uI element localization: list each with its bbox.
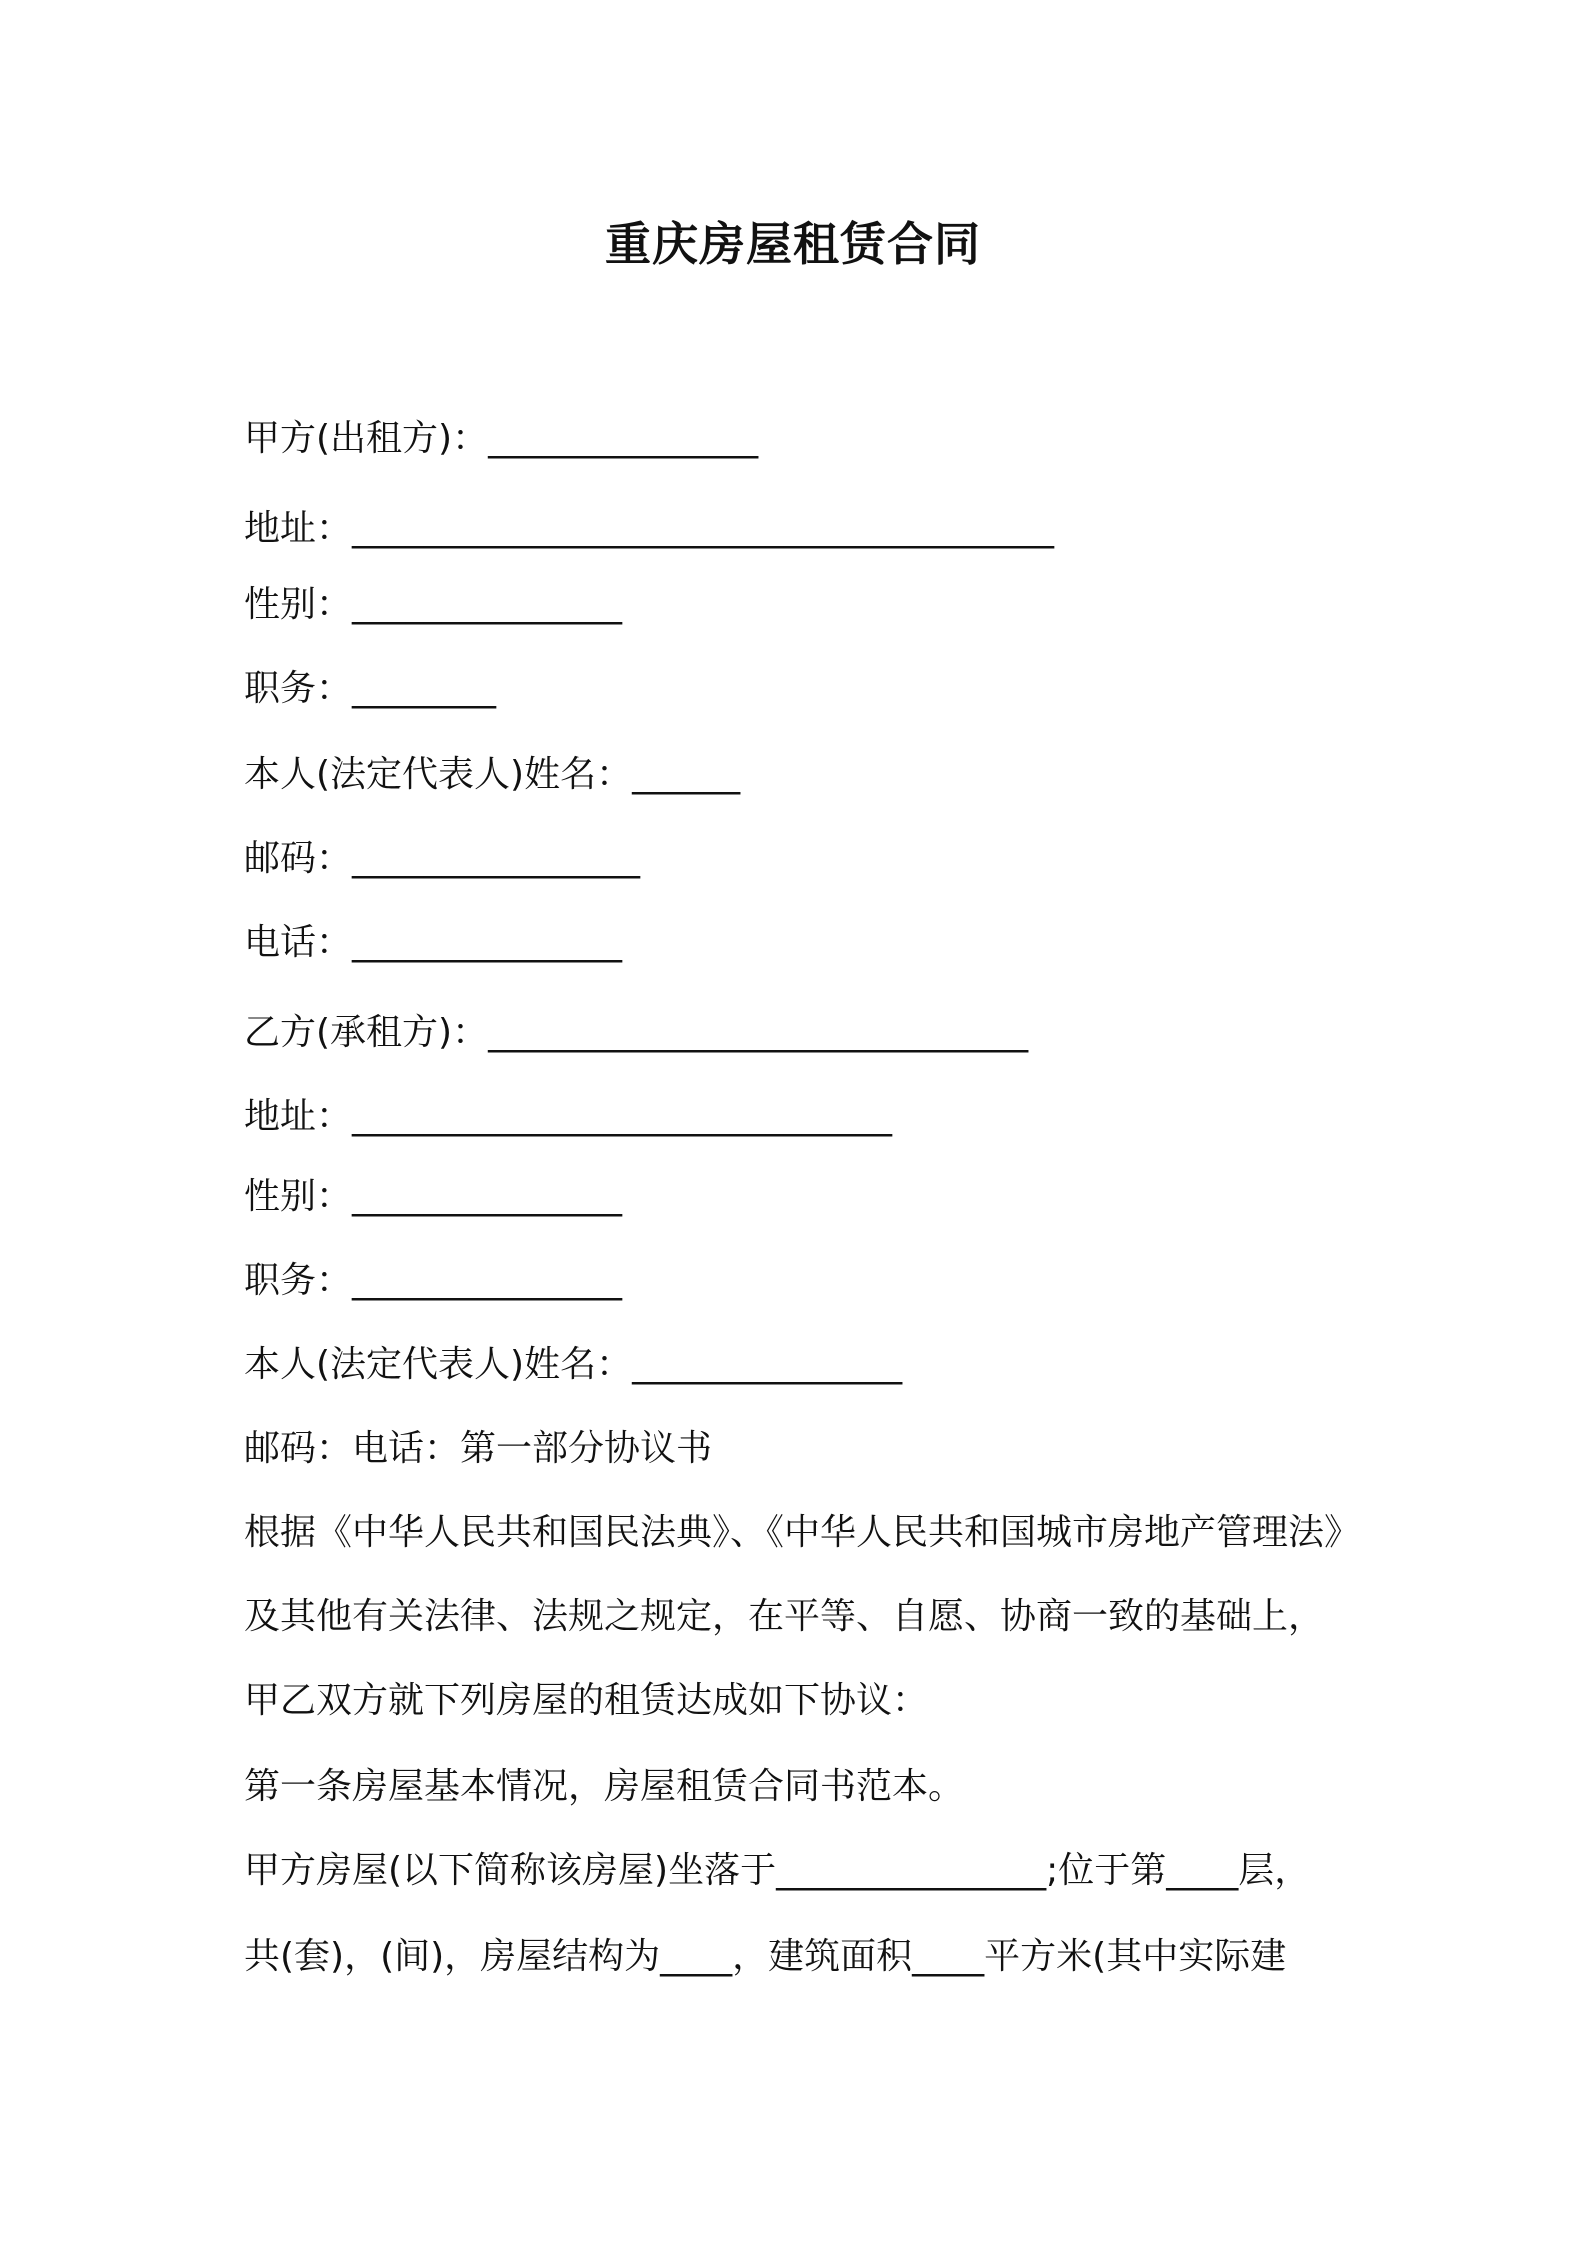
party-a-gender-line: 性别：_______________ bbox=[244, 584, 623, 625]
document-title: 重庆房屋租赁合同 bbox=[605, 217, 981, 271]
party-b-lessee-line: 乙方(承租方)：______________________________ bbox=[244, 1012, 1029, 1053]
body-paragraph-line: 甲方房屋(以下简称该房屋)坐落于_______________;位于第____层， bbox=[244, 1850, 1311, 1891]
party-a-lessor-line: 甲方(出租方)：_______________ bbox=[244, 418, 759, 459]
party-a-representative-line: 本人(法定代表人)姓名：______ bbox=[244, 754, 741, 795]
body-paragraph-line: 甲乙双方就下列房屋的租赁达成如下协议： bbox=[244, 1680, 929, 1721]
body-paragraph-line: 根据《中华人民共和国民法典》、《中华人民共和国城市房地产管理法》 bbox=[244, 1512, 1361, 1553]
party-b-gender-line: 性别：_______________ bbox=[244, 1176, 623, 1217]
party-b-postcode-phone-line: 邮码：电话：第一部分协议书 bbox=[244, 1428, 713, 1469]
party-a-postcode-line: 邮码：________________ bbox=[244, 838, 641, 879]
party-b-position-line: 职务：_______________ bbox=[244, 1260, 623, 1301]
article-one-heading: 第一条房屋基本情况，房屋租赁合同书范本。 bbox=[244, 1766, 965, 1807]
body-paragraph-line: 共(套)，(间)，房屋结构为____，建筑面积____平方米(其中实际建 bbox=[244, 1936, 1287, 1977]
party-a-address-line: 地址：_______________________________________ bbox=[244, 508, 1055, 549]
party-a-phone-line: 电话：_______________ bbox=[244, 922, 623, 963]
party-a-position-line: 职务：________ bbox=[244, 668, 497, 709]
party-b-representative-line: 本人(法定代表人)姓名：_______________ bbox=[244, 1344, 903, 1385]
party-b-address-line: 地址：______________________________ bbox=[244, 1096, 893, 1137]
body-paragraph-line: 及其他有关法律、法规之规定，在平等、自愿、协商一致的基础上， bbox=[244, 1596, 1325, 1637]
